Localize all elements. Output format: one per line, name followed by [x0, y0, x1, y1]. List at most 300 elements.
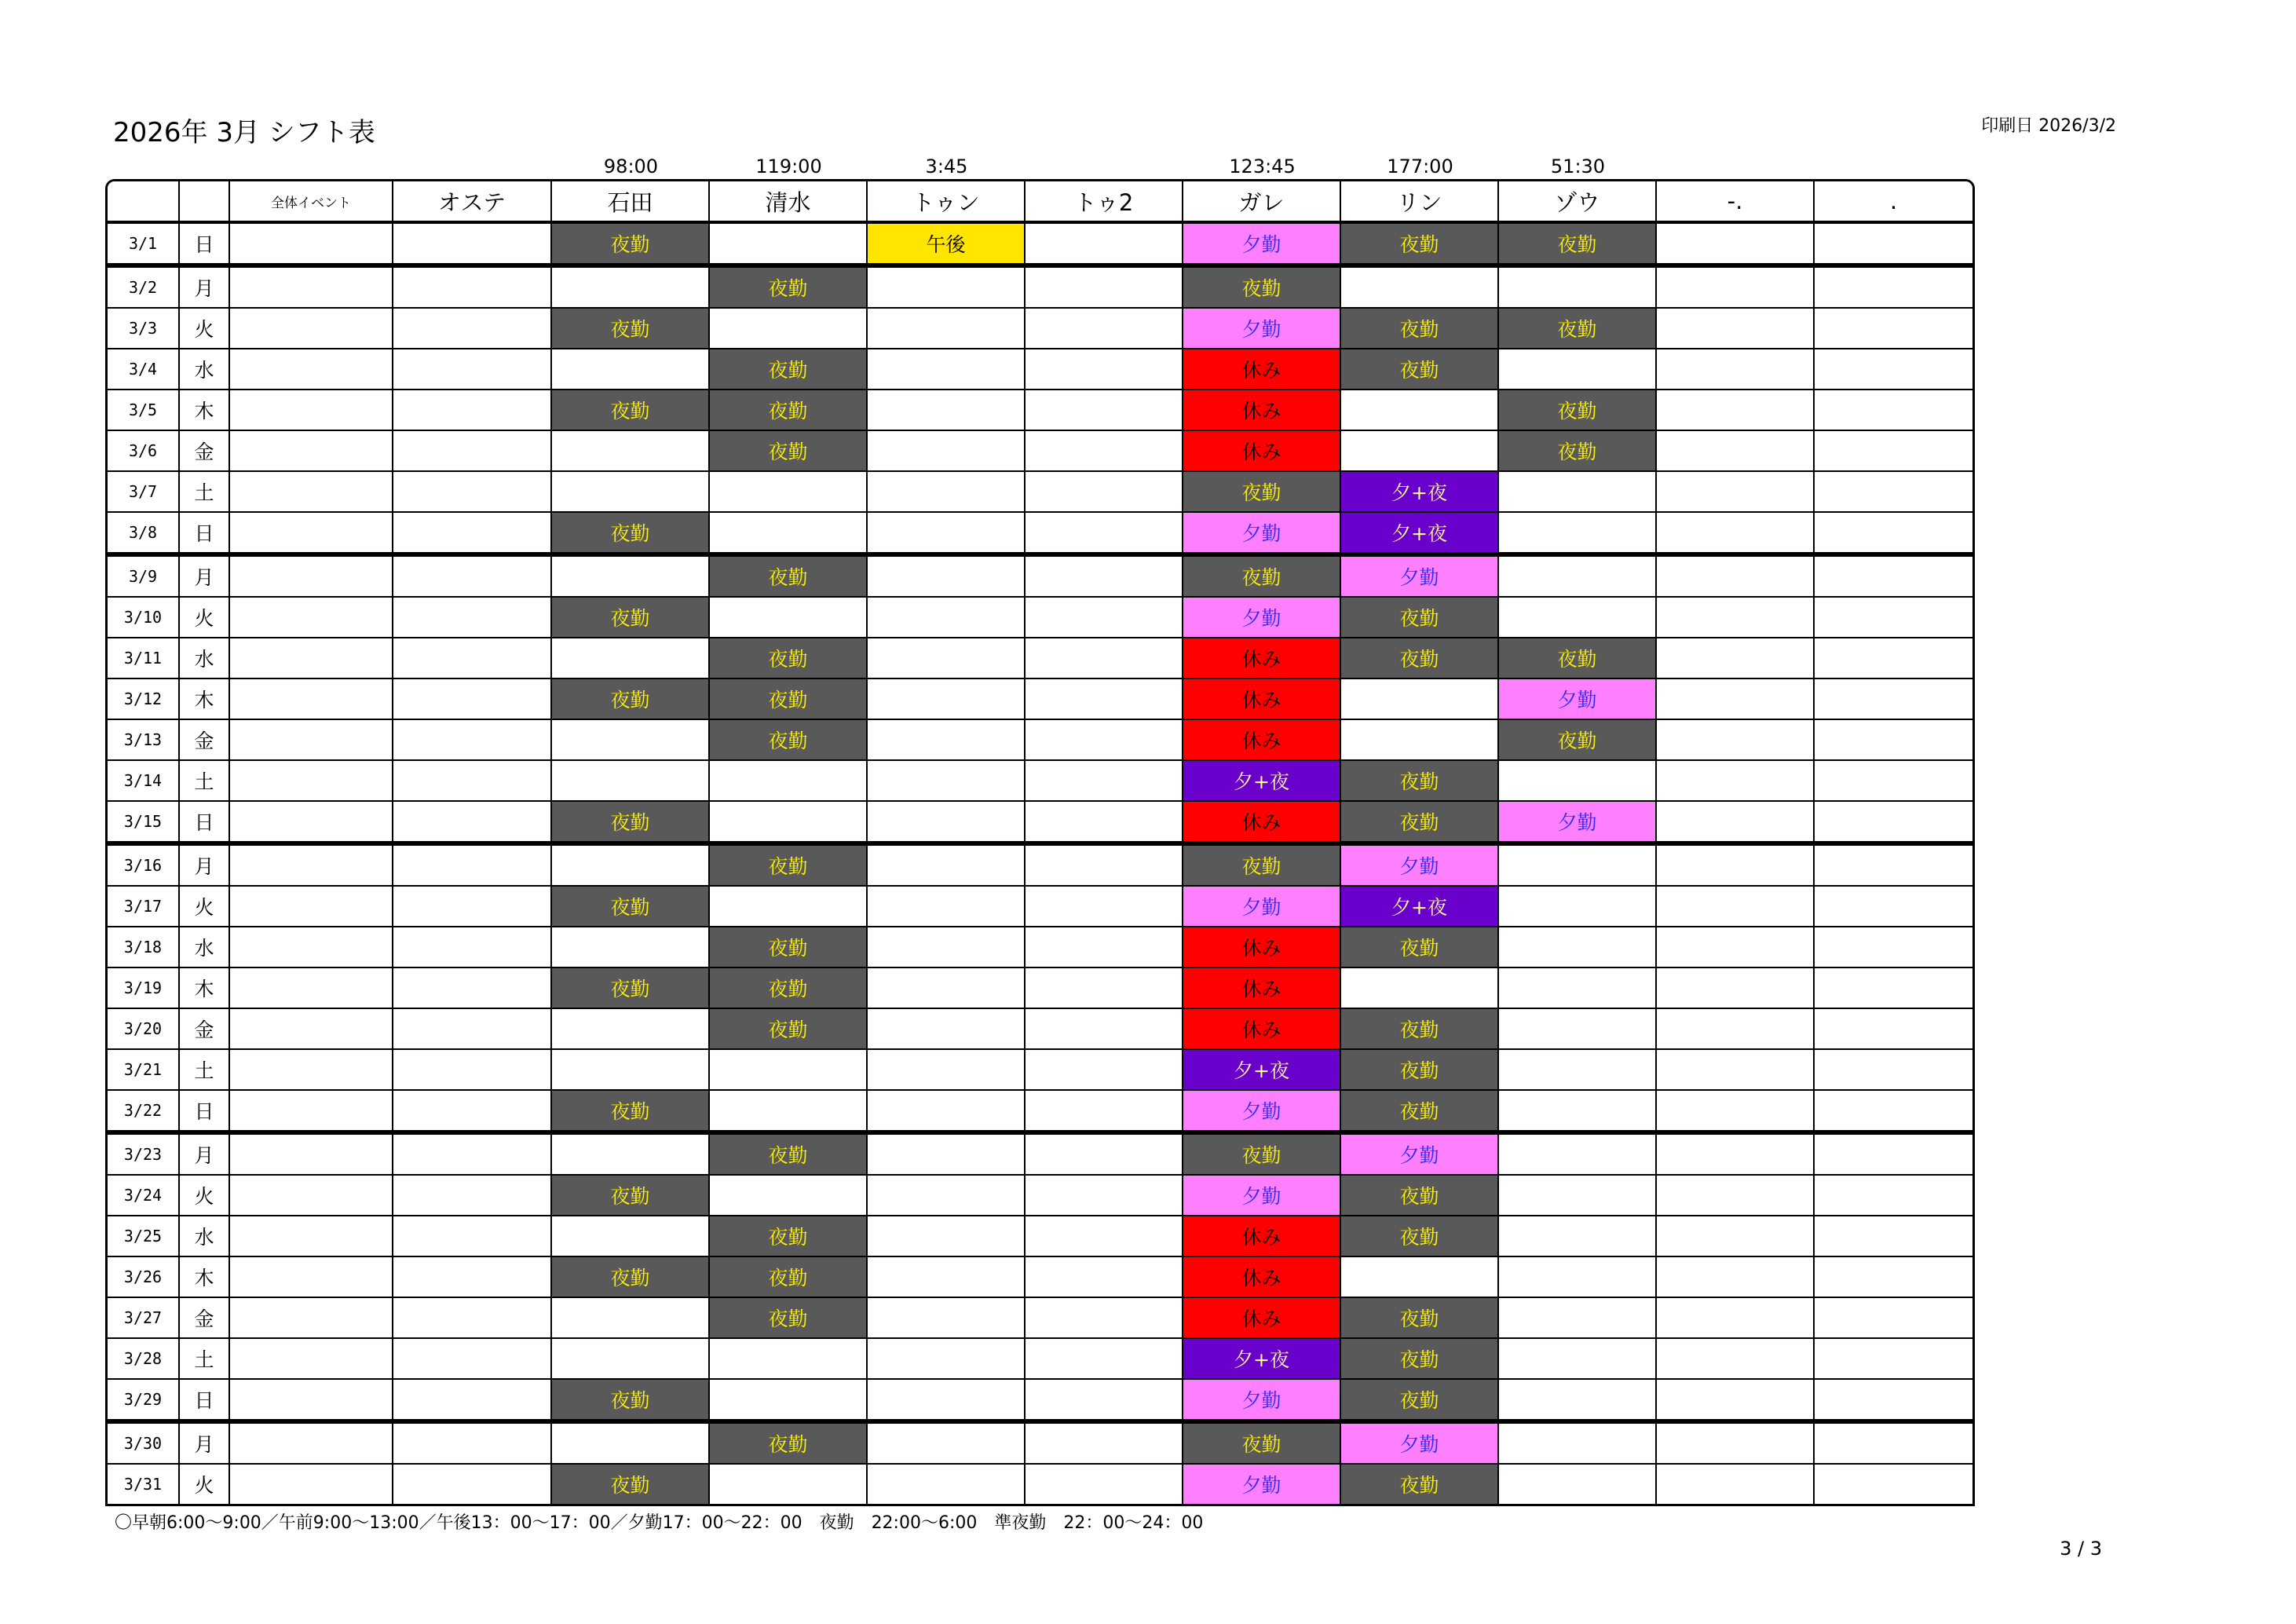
- shift-cell: 夜勤: [710, 720, 868, 759]
- shift-cell: 夜勤: [552, 513, 710, 552]
- weekday-cell: 土: [180, 1050, 230, 1089]
- shift-cell: 夜勤: [1499, 390, 1657, 430]
- shift-cell: 休み: [1183, 679, 1341, 719]
- shift-cell: 午後: [868, 224, 1026, 263]
- shift-cell: [1026, 846, 1183, 885]
- shift-cell: [868, 309, 1026, 348]
- shift-cell: [1026, 927, 1183, 967]
- shift-cell: [1026, 1050, 1183, 1089]
- column-total-hours: 119:00: [755, 155, 822, 177]
- weekday-cell: 水: [180, 638, 230, 678]
- schedule-row: [108, 761, 1972, 802]
- shift-cell: 夜勤: [1341, 1465, 1499, 1504]
- weekday-cell: 木: [180, 679, 230, 719]
- shift-cell: [1815, 1339, 1972, 1378]
- shift-cell: [393, 1135, 552, 1174]
- schedule-row: [108, 431, 1972, 472]
- shift-cell: 休み: [1183, 968, 1341, 1008]
- shift-cell: 夕+夜: [1341, 472, 1499, 511]
- shift-cell: 休み: [1183, 1298, 1341, 1337]
- shift-cell: 夜勤: [710, 557, 868, 596]
- shift-cell: [1815, 1135, 1972, 1174]
- weekday-cell: 月: [180, 1135, 230, 1174]
- shift-cell: 夕勤: [1499, 679, 1657, 719]
- shift-cell: [868, 761, 1026, 800]
- schedule-row: [108, 1176, 1972, 1216]
- date-cell: 3/27: [108, 1298, 180, 1337]
- shift-cell: 夜勤: [1183, 1424, 1341, 1463]
- total-hours-row: [108, 154, 1972, 179]
- shift-cell: 夕勤: [1183, 598, 1341, 637]
- date-cell: 3/10: [108, 598, 180, 637]
- shift-cell: [1815, 1091, 1972, 1130]
- shift-cell: [393, 1380, 552, 1419]
- shift-cell: 夜勤: [1341, 802, 1499, 841]
- schedule-row: [108, 1135, 1972, 1176]
- shift-cell: [710, 224, 868, 263]
- shift-cell: [552, 846, 710, 885]
- shift-cell: [1499, 968, 1657, 1008]
- date-cell: 3/19: [108, 968, 180, 1008]
- shift-cell: [1815, 1216, 1972, 1256]
- shift-cell: [230, 224, 393, 263]
- weekday-cell: 月: [180, 268, 230, 307]
- shift-cell: [710, 761, 868, 800]
- shift-cell: [710, 513, 868, 552]
- shift-cell: 夜勤: [1341, 1216, 1499, 1256]
- shift-cell: [1657, 1339, 1815, 1378]
- shift-cell: [230, 846, 393, 885]
- schedule-row: [108, 1465, 1972, 1504]
- shift-cell: [230, 720, 393, 759]
- schedule-row: [108, 349, 1972, 390]
- shift-cell: [1499, 1009, 1657, 1048]
- column-header-staff: ガレ: [1183, 181, 1341, 221]
- shift-cell: [1815, 1424, 1972, 1463]
- date-cell: 3/26: [108, 1257, 180, 1297]
- shift-cell: [1026, 309, 1183, 348]
- shift-cell: [393, 802, 552, 841]
- shift-cell: 夕勤: [1183, 309, 1341, 348]
- column-total-hours: 177:00: [1387, 155, 1453, 177]
- shift-cell: [868, 1380, 1026, 1419]
- shift-cell: [868, 1339, 1026, 1378]
- column-total-hours: 51:30: [1550, 155, 1606, 177]
- column-header-staff: トゥ2: [1026, 181, 1183, 221]
- shift-cell: 夜勤: [710, 846, 868, 885]
- shift-cell: 夕勤: [1341, 557, 1499, 596]
- shift-cell: 夜勤: [1341, 1339, 1499, 1378]
- column-header-staff: .: [1815, 181, 1972, 221]
- date-cell: 3/9: [108, 557, 180, 596]
- shift-cell: [1657, 224, 1815, 263]
- shift-cell: [1815, 846, 1972, 885]
- shift-cell: 夕勤: [1183, 1176, 1341, 1215]
- shift-cell: 夜勤: [710, 431, 868, 470]
- shift-cell: [1815, 1380, 1972, 1419]
- shift-cell: [1815, 802, 1972, 841]
- shift-cell: [1026, 1135, 1183, 1174]
- shift-cell: [393, 268, 552, 307]
- shift-cell: [868, 1216, 1026, 1256]
- shift-cell: [230, 1216, 393, 1256]
- date-cell: 3/11: [108, 638, 180, 678]
- shift-cell: [552, 557, 710, 596]
- shift-cell: [1026, 1176, 1183, 1215]
- schedule-row: [108, 679, 1972, 720]
- shift-cell: [552, 1050, 710, 1089]
- shift-cell: [230, 349, 393, 389]
- date-cell: 3/28: [108, 1339, 180, 1378]
- shift-cell: [393, 598, 552, 637]
- column-total-hours: [230, 154, 393, 179]
- shift-cell: 夜勤: [552, 887, 710, 926]
- shift-cell: 夕+夜: [1341, 887, 1499, 926]
- shift-cell: [1657, 1380, 1815, 1419]
- shift-cell: [1815, 268, 1972, 307]
- column-header-staff: 石田: [552, 181, 710, 221]
- date-cell: 3/5: [108, 390, 180, 430]
- schedule-row: [108, 887, 1972, 927]
- shift-cell: [1657, 720, 1815, 759]
- shift-cell: [710, 887, 868, 926]
- shift-cell: [1026, 1339, 1183, 1378]
- shift-cell: [393, 1298, 552, 1337]
- shift-cell: [1657, 761, 1815, 800]
- shift-cell: [1026, 349, 1183, 389]
- shift-cell: [1815, 598, 1972, 637]
- shift-cell: [393, 1050, 552, 1089]
- shift-cell: 夜勤: [710, 1216, 868, 1256]
- column-header-staff: オステ: [393, 181, 552, 221]
- shift-cell: [1026, 1009, 1183, 1048]
- shift-cell: [1657, 679, 1815, 719]
- shift-cell: [710, 802, 868, 841]
- shift-cell: [1026, 472, 1183, 511]
- shift-cell: [1499, 557, 1657, 596]
- shift-cell: [230, 1009, 393, 1048]
- shift-cell: [230, 1050, 393, 1089]
- shift-cell: [1341, 720, 1499, 759]
- shift-cell: [1499, 1298, 1657, 1337]
- shift-cell: 夕+夜: [1183, 1050, 1341, 1089]
- date-cell: 3/22: [108, 1091, 180, 1130]
- date-cell: 3/6: [108, 431, 180, 470]
- shift-cell: [393, 1465, 552, 1504]
- weekday-cell: 木: [180, 1257, 230, 1297]
- shift-cell: [1499, 268, 1657, 307]
- shift-cell: 夜勤: [1499, 224, 1657, 263]
- shift-cell: [868, 1050, 1026, 1089]
- shift-cell: [1026, 1380, 1183, 1419]
- shift-cell: 夜勤: [1183, 846, 1341, 885]
- shift-cell: [393, 638, 552, 678]
- date-cell: 3/1: [108, 224, 180, 263]
- weekday-cell: 金: [180, 431, 230, 470]
- shift-cell: [1026, 887, 1183, 926]
- shift-cell: 夜勤: [552, 1380, 710, 1419]
- shift-cell: 夕勤: [1341, 1135, 1499, 1174]
- shift-cell: [1657, 1298, 1815, 1337]
- shift-cell: [393, 390, 552, 430]
- shift-cell: [1657, 1257, 1815, 1297]
- schedule-row: [108, 638, 1972, 679]
- shift-cell: [393, 1339, 552, 1378]
- shift-cell: 夜勤: [1183, 472, 1341, 511]
- shift-sheet: [105, 154, 1975, 1506]
- schedule-row: [108, 1424, 1972, 1465]
- column-header-staff: -.: [1657, 181, 1815, 221]
- shift-cell: 夜勤: [1341, 1091, 1499, 1130]
- shift-cell: 夜勤: [1341, 309, 1499, 348]
- shift-cell: 夜勤: [710, 1424, 868, 1463]
- shift-cell: [1815, 309, 1972, 348]
- weekday-cell: 日: [180, 224, 230, 263]
- shift-cell: [1815, 720, 1972, 759]
- shift-cell: [230, 1465, 393, 1504]
- shift-cell: [868, 1176, 1026, 1215]
- weekday-cell: 火: [180, 1465, 230, 1504]
- shift-cell: [393, 927, 552, 967]
- shift-cell: [1026, 679, 1183, 719]
- shift-cell: [230, 802, 393, 841]
- column-total-hours: [393, 154, 552, 179]
- shift-cell: [1657, 309, 1815, 348]
- shift-cell: [1657, 472, 1815, 511]
- shift-cell: [552, 1339, 710, 1378]
- shift-cell: [230, 1298, 393, 1337]
- column-header-staff: トゥン: [868, 181, 1026, 221]
- shift-cell: [868, 679, 1026, 719]
- shift-cell: [1341, 390, 1499, 430]
- shift-cell: [868, 638, 1026, 678]
- shift-cell: [1499, 761, 1657, 800]
- weekday-cell: 日: [180, 1091, 230, 1130]
- shift-cell: [1815, 761, 1972, 800]
- shift-cell: 夜勤: [552, 802, 710, 841]
- shift-cell: [552, 927, 710, 967]
- shift-cell: 休み: [1183, 1009, 1341, 1048]
- column-header-staff: リン: [1341, 181, 1499, 221]
- column-header-weekday: [180, 181, 230, 221]
- shift-cell: [868, 390, 1026, 430]
- date-cell: 3/25: [108, 1216, 180, 1256]
- shift-cell: 夜勤: [1183, 1135, 1341, 1174]
- date-cell: 3/20: [108, 1009, 180, 1048]
- shift-cell: [1815, 1298, 1972, 1337]
- shift-cell: 夜勤: [710, 1135, 868, 1174]
- shift-cell: 夜勤: [552, 309, 710, 348]
- shift-cell: [1499, 887, 1657, 926]
- column-total-hours: 123:45: [1229, 155, 1296, 177]
- shift-cell: [1026, 638, 1183, 678]
- shift-cell: 夜勤: [710, 968, 868, 1008]
- shift-cell: [230, 1176, 393, 1215]
- shift-cell: [868, 1257, 1026, 1297]
- schedule-row: [108, 1009, 1972, 1050]
- shift-cell: [1499, 472, 1657, 511]
- shift-cell: [1026, 224, 1183, 263]
- shift-cell: 夜勤: [1341, 761, 1499, 800]
- shift-cell: [552, 268, 710, 307]
- schedule-row: [108, 390, 1972, 431]
- shift-cell: 夜勤: [552, 598, 710, 637]
- shift-cell: [1815, 887, 1972, 926]
- shift-cell: [552, 1424, 710, 1463]
- date-cell: 3/4: [108, 349, 180, 389]
- weekday-cell: 火: [180, 887, 230, 926]
- shift-cell: 夕勤: [1183, 224, 1341, 263]
- shift-cell: 夕+夜: [1183, 761, 1341, 800]
- shift-cell: [1815, 1176, 1972, 1215]
- shift-cell: [1499, 1380, 1657, 1419]
- date-cell: 3/24: [108, 1176, 180, 1215]
- column-header-staff: ゾウ: [1499, 181, 1657, 221]
- shift-cell: 夕勤: [1183, 1091, 1341, 1130]
- shift-cell: [1815, 472, 1972, 511]
- schedule-row: [108, 1257, 1972, 1298]
- shift-cell: 夜勤: [1341, 1050, 1499, 1089]
- weekday-cell: 水: [180, 1216, 230, 1256]
- shift-cell: [1657, 1050, 1815, 1089]
- date-cell: 3/2: [108, 268, 180, 307]
- shift-cell: 夜勤: [1341, 927, 1499, 967]
- shift-cell: 夜勤: [552, 1257, 710, 1297]
- shift-cell: 夜勤: [710, 349, 868, 389]
- shift-cell: [552, 1298, 710, 1337]
- shift-cell: [393, 1424, 552, 1463]
- shift-cell: [1499, 1339, 1657, 1378]
- shift-cell: 夜勤: [552, 390, 710, 430]
- shift-cell: 休み: [1183, 1257, 1341, 1297]
- shift-cell: [1657, 846, 1815, 885]
- shift-cell: [1026, 968, 1183, 1008]
- column-total-hours: [1815, 154, 1972, 179]
- shift-cell: 夕勤: [1341, 846, 1499, 885]
- date-cell: 3/30: [108, 1424, 180, 1463]
- shift-cell: [230, 887, 393, 926]
- date-cell: 3/18: [108, 927, 180, 967]
- shift-cell: 夜勤: [710, 1298, 868, 1337]
- shift-cell: [1657, 598, 1815, 637]
- shift-cell: [1341, 968, 1499, 1008]
- weekday-cell: 月: [180, 1424, 230, 1463]
- shift-cell: [1499, 1176, 1657, 1215]
- weekday-cell: 火: [180, 1176, 230, 1215]
- shift-cell: 休み: [1183, 720, 1341, 759]
- shift-cell: 休み: [1183, 390, 1341, 430]
- shift-cell: [1657, 968, 1815, 1008]
- shift-cell: [1026, 1465, 1183, 1504]
- column-total-hours: [1026, 154, 1183, 179]
- schedule-row: [108, 224, 1972, 268]
- shift-cell: 夜勤: [710, 679, 868, 719]
- shift-cell: [1341, 679, 1499, 719]
- shift-cell: 夜勤: [1183, 268, 1341, 307]
- column-total-hours: 98:00: [603, 155, 659, 177]
- date-cell: 3/23: [108, 1135, 180, 1174]
- shift-cell: [868, 1424, 1026, 1463]
- shift-cell: [393, 224, 552, 263]
- column-total-hours: 3:45: [925, 155, 968, 177]
- shift-cell: [230, 1091, 393, 1130]
- shift-cell: [868, 720, 1026, 759]
- shift-cell: [1026, 431, 1183, 470]
- shift-cell: [1026, 761, 1183, 800]
- weekday-cell: 木: [180, 968, 230, 1008]
- shift-cell: [230, 1424, 393, 1463]
- shift-cell: [1499, 1135, 1657, 1174]
- shift-cell: [1026, 1257, 1183, 1297]
- schedule-row: [108, 1091, 1972, 1135]
- shift-cell: [230, 598, 393, 637]
- shift-cell: [710, 1176, 868, 1215]
- date-cell: 3/13: [108, 720, 180, 759]
- shift-cell: [1657, 390, 1815, 430]
- shift-cell: 休み: [1183, 431, 1341, 470]
- shift-cell: [230, 761, 393, 800]
- shift-cell: 夜勤: [552, 968, 710, 1008]
- shift-cell: 夜勤: [710, 638, 868, 678]
- shift-cell: [1657, 1009, 1815, 1048]
- schedule-row: [108, 268, 1972, 309]
- shift-cell: 夜勤: [710, 268, 868, 307]
- shift-cell: [1499, 598, 1657, 637]
- shift-cell: [393, 431, 552, 470]
- shift-cell: [393, 1091, 552, 1130]
- shift-cell: [1499, 1091, 1657, 1130]
- shift-cell: 休み: [1183, 638, 1341, 678]
- shift-cell: [393, 887, 552, 926]
- date-cell: 3/21: [108, 1050, 180, 1089]
- shift-cell: 夕勤: [1183, 1380, 1341, 1419]
- shift-cell: [1815, 431, 1972, 470]
- shift-cell: [1815, 1257, 1972, 1297]
- shift-cell: 夕勤: [1183, 887, 1341, 926]
- shift-cell: [552, 431, 710, 470]
- schedule-row: [108, 927, 1972, 968]
- shift-cell: 休み: [1183, 349, 1341, 389]
- weekday-cell: 金: [180, 720, 230, 759]
- shift-cell: 夜勤: [1341, 1298, 1499, 1337]
- shift-cell: [868, 887, 1026, 926]
- shift-cell: [1026, 390, 1183, 430]
- shift-cell: 夜勤: [552, 679, 710, 719]
- weekday-cell: 土: [180, 472, 230, 511]
- shift-cell: [868, 598, 1026, 637]
- table-body: [108, 224, 1972, 1504]
- schedule-row: [108, 598, 1972, 638]
- shift-cell: 夜勤: [1499, 638, 1657, 678]
- shift-cell: [1815, 513, 1972, 552]
- shift-cell: [1815, 927, 1972, 967]
- shift-cell: [230, 309, 393, 348]
- shift-cell: [1499, 1257, 1657, 1297]
- shift-cell: 休み: [1183, 802, 1341, 841]
- shift-cell: [1026, 513, 1183, 552]
- shift-cell: 夜勤: [1183, 557, 1341, 596]
- shift-cell: [868, 802, 1026, 841]
- schedule-row: [108, 1380, 1972, 1424]
- shift-cell: [1499, 927, 1657, 967]
- shift-cell: 夜勤: [1499, 431, 1657, 470]
- schedule-row: [108, 472, 1972, 513]
- shift-cell: [1657, 1176, 1815, 1215]
- shift-cell: 夕勤: [1183, 513, 1341, 552]
- hours-spacer: [108, 154, 180, 179]
- shift-cell: [1815, 638, 1972, 678]
- schedule-row: [108, 309, 1972, 349]
